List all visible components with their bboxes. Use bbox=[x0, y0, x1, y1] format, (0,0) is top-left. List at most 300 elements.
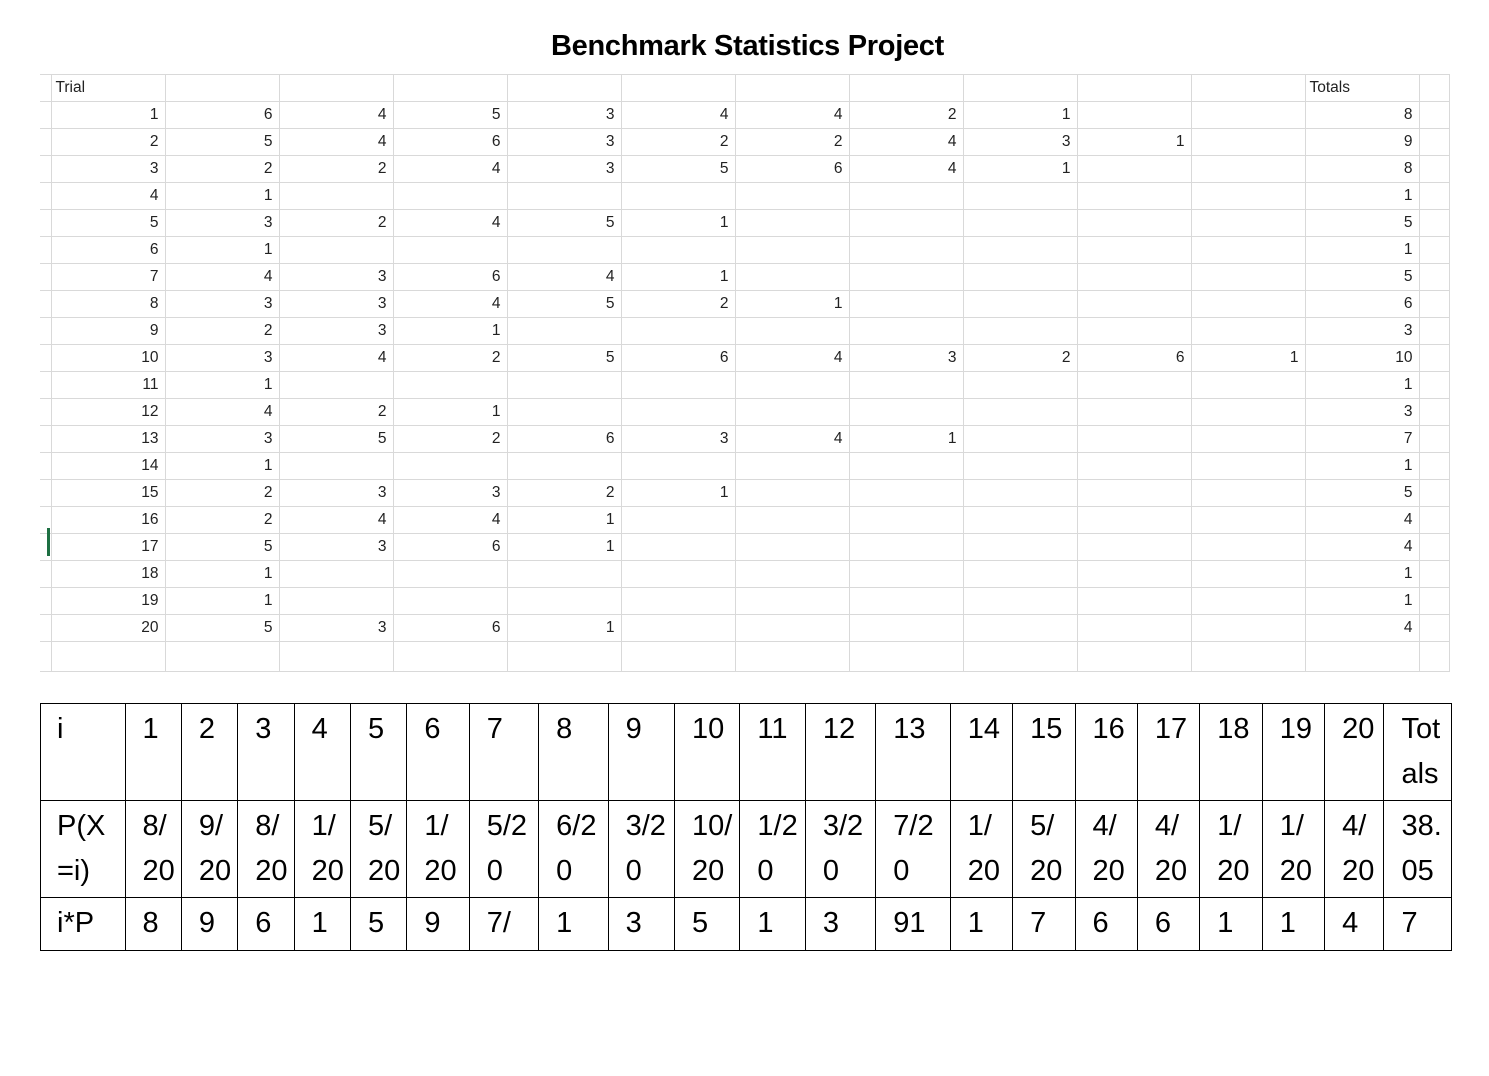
trial-cell: 9 bbox=[51, 318, 165, 345]
total-cell: 1 bbox=[1305, 561, 1419, 588]
roll-cell: 2 bbox=[279, 399, 393, 426]
roll-cell: 4 bbox=[735, 426, 849, 453]
sheet-row-blank bbox=[40, 642, 1449, 672]
roll-cell bbox=[1077, 561, 1191, 588]
trial-cell: 11 bbox=[51, 372, 165, 399]
distribution-cell: 3/20 bbox=[608, 801, 674, 898]
total-cell: 1 bbox=[1305, 453, 1419, 480]
total-cell: 8 bbox=[1305, 156, 1419, 183]
gutter-cell bbox=[40, 399, 51, 426]
sheet-cell bbox=[1419, 480, 1449, 507]
roll-cell bbox=[1191, 534, 1305, 561]
trial-cell: 12 bbox=[51, 399, 165, 426]
gutter-cell bbox=[40, 291, 51, 318]
roll-cell: 3 bbox=[279, 291, 393, 318]
roll-cell: 1 bbox=[165, 372, 279, 399]
roll-cell: 1 bbox=[393, 318, 507, 345]
roll-cell bbox=[507, 561, 621, 588]
gutter-cell bbox=[40, 372, 51, 399]
distribution-cell: 6 bbox=[238, 898, 294, 951]
sheet-cell bbox=[621, 642, 735, 672]
roll-cell: 4 bbox=[735, 102, 849, 129]
roll-cell bbox=[1191, 453, 1305, 480]
total-cell: 4 bbox=[1305, 615, 1419, 642]
roll-cell bbox=[1191, 480, 1305, 507]
roll-cell bbox=[507, 372, 621, 399]
roll-cell bbox=[621, 237, 735, 264]
roll-cell: 5 bbox=[507, 345, 621, 372]
distribution-cell: 8 bbox=[539, 704, 608, 801]
roll-cell bbox=[507, 237, 621, 264]
roll-cell bbox=[393, 561, 507, 588]
sheet-cell bbox=[1419, 102, 1449, 129]
sheet-cell bbox=[1419, 183, 1449, 210]
distribution-cell: Totals bbox=[1384, 704, 1452, 801]
roll-cell: 3 bbox=[279, 615, 393, 642]
roll-cell: 2 bbox=[621, 291, 735, 318]
roll-cell bbox=[1077, 102, 1191, 129]
gutter-cell bbox=[40, 480, 51, 507]
distribution-cell: 1 bbox=[539, 898, 608, 951]
gutter-cell bbox=[40, 156, 51, 183]
roll-cell bbox=[849, 210, 963, 237]
roll-cell bbox=[735, 372, 849, 399]
trial-cell: 10 bbox=[51, 345, 165, 372]
roll-cell: 4 bbox=[393, 507, 507, 534]
roll-cell bbox=[621, 453, 735, 480]
roll-cell bbox=[735, 534, 849, 561]
roll-cell bbox=[1191, 156, 1305, 183]
distribution-cell: 5/20 bbox=[350, 801, 406, 898]
gutter-cell bbox=[40, 102, 51, 129]
roll-cell: 3 bbox=[621, 426, 735, 453]
gutter-cell bbox=[40, 318, 51, 345]
roll-cell bbox=[1077, 237, 1191, 264]
roll-cell: 1 bbox=[1191, 345, 1305, 372]
roll-cell: 5 bbox=[165, 129, 279, 156]
roll-cell bbox=[1077, 156, 1191, 183]
distribution-cell: 1/20 bbox=[1200, 801, 1262, 898]
total-cell: 5 bbox=[1305, 210, 1419, 237]
gutter-cell bbox=[40, 237, 51, 264]
trial-cell: 14 bbox=[51, 453, 165, 480]
roll-cell: 5 bbox=[279, 426, 393, 453]
sheet-cell bbox=[1191, 75, 1305, 102]
roll-cell: 1 bbox=[735, 291, 849, 318]
roll-cell: 5 bbox=[507, 210, 621, 237]
roll-cell: 6 bbox=[1077, 345, 1191, 372]
roll-cell bbox=[1077, 507, 1191, 534]
gutter-cell bbox=[40, 453, 51, 480]
roll-cell: 4 bbox=[393, 210, 507, 237]
roll-cell bbox=[1191, 426, 1305, 453]
roll-cell: 3 bbox=[165, 426, 279, 453]
roll-cell bbox=[507, 183, 621, 210]
distribution-row bbox=[41, 704, 1452, 801]
roll-cell bbox=[849, 615, 963, 642]
distribution-cell: 5/20 bbox=[1013, 801, 1075, 898]
roll-cell bbox=[849, 291, 963, 318]
sheet-cell bbox=[40, 642, 51, 672]
roll-cell bbox=[1191, 129, 1305, 156]
sheet-cell bbox=[507, 642, 621, 672]
roll-cell bbox=[849, 534, 963, 561]
roll-cell bbox=[735, 210, 849, 237]
roll-cell bbox=[279, 372, 393, 399]
trial-cell: 1 bbox=[51, 102, 165, 129]
roll-cell bbox=[963, 318, 1077, 345]
roll-cell: 1 bbox=[849, 426, 963, 453]
sheet-row bbox=[40, 183, 1449, 210]
distribution-cell: 3 bbox=[238, 704, 294, 801]
roll-cell: 3 bbox=[279, 480, 393, 507]
gutter-cell bbox=[40, 345, 51, 372]
trial-cell: 17 bbox=[51, 534, 165, 561]
roll-cell bbox=[849, 264, 963, 291]
roll-cell: 2 bbox=[279, 210, 393, 237]
sheet-cell bbox=[1419, 399, 1449, 426]
spreadsheet-grid bbox=[40, 74, 1450, 672]
roll-cell bbox=[1191, 183, 1305, 210]
roll-cell: 4 bbox=[393, 291, 507, 318]
distribution-cell: 1/20 bbox=[950, 801, 1012, 898]
sheet-cell bbox=[735, 75, 849, 102]
distribution-cell: 1 bbox=[1262, 898, 1324, 951]
roll-cell: 5 bbox=[165, 534, 279, 561]
distribution-cell: 20 bbox=[1325, 704, 1384, 801]
total-cell: 5 bbox=[1305, 480, 1419, 507]
roll-cell: 4 bbox=[279, 507, 393, 534]
roll-cell bbox=[735, 615, 849, 642]
roll-cell bbox=[849, 588, 963, 615]
roll-cell: 2 bbox=[735, 129, 849, 156]
roll-cell bbox=[279, 237, 393, 264]
roll-cell bbox=[507, 453, 621, 480]
sheet-cell bbox=[279, 642, 393, 672]
total-cell: 1 bbox=[1305, 588, 1419, 615]
roll-cell bbox=[1077, 264, 1191, 291]
distribution-cell: 15 bbox=[1013, 704, 1075, 801]
roll-cell bbox=[735, 588, 849, 615]
gutter-cell bbox=[40, 183, 51, 210]
roll-cell bbox=[1077, 372, 1191, 399]
roll-cell: 6 bbox=[165, 102, 279, 129]
sheet-cell bbox=[1419, 75, 1449, 102]
distribution-row bbox=[41, 898, 1452, 951]
sheet-cell bbox=[1419, 237, 1449, 264]
distribution-cell: 1/20 bbox=[1262, 801, 1324, 898]
roll-cell bbox=[963, 534, 1077, 561]
sheet-cell bbox=[1419, 372, 1449, 399]
roll-cell bbox=[735, 399, 849, 426]
roll-cell: 3 bbox=[279, 318, 393, 345]
sheet-cell bbox=[1419, 210, 1449, 237]
roll-cell bbox=[1191, 507, 1305, 534]
row-label-cell: i bbox=[41, 704, 126, 801]
sheet-row bbox=[40, 102, 1449, 129]
trial-cell: 3 bbox=[51, 156, 165, 183]
sheet-cell bbox=[1419, 453, 1449, 480]
roll-cell bbox=[1191, 372, 1305, 399]
roll-cell: 3 bbox=[165, 210, 279, 237]
distribution-cell: 10/20 bbox=[675, 801, 740, 898]
distribution-cell: 38.05 bbox=[1384, 801, 1452, 898]
sheet-cell bbox=[1419, 615, 1449, 642]
distribution-cell: 2 bbox=[181, 704, 237, 801]
sheet-row bbox=[40, 615, 1449, 642]
roll-cell: 3 bbox=[165, 345, 279, 372]
distribution-cell: 9 bbox=[181, 898, 237, 951]
roll-cell: 6 bbox=[621, 345, 735, 372]
roll-cell bbox=[507, 399, 621, 426]
roll-cell: 5 bbox=[621, 156, 735, 183]
distribution-cell: 8/20 bbox=[238, 801, 294, 898]
cell-cursor bbox=[47, 528, 50, 556]
roll-cell: 4 bbox=[849, 129, 963, 156]
roll-cell bbox=[963, 507, 1077, 534]
roll-cell: 2 bbox=[963, 345, 1077, 372]
roll-cell: 1 bbox=[165, 183, 279, 210]
roll-cell bbox=[963, 372, 1077, 399]
roll-cell: 6 bbox=[507, 426, 621, 453]
sheet-cell bbox=[1419, 129, 1449, 156]
roll-cell bbox=[621, 507, 735, 534]
roll-cell bbox=[1077, 399, 1191, 426]
sheet-header-row bbox=[40, 75, 1449, 102]
distribution-cell: 1/20 bbox=[740, 801, 805, 898]
sheet-cell bbox=[507, 75, 621, 102]
roll-cell bbox=[849, 183, 963, 210]
roll-cell: 3 bbox=[507, 102, 621, 129]
roll-cell bbox=[849, 372, 963, 399]
roll-cell bbox=[963, 183, 1077, 210]
sheet-row bbox=[40, 480, 1449, 507]
distribution-cell: 7/20 bbox=[876, 801, 950, 898]
totals-header: Totals bbox=[1305, 75, 1419, 102]
distribution-cell: 6 bbox=[1137, 898, 1199, 951]
distribution-cell: 3 bbox=[805, 898, 875, 951]
roll-cell bbox=[621, 318, 735, 345]
roll-cell: 6 bbox=[393, 129, 507, 156]
roll-cell: 5 bbox=[165, 615, 279, 642]
roll-cell: 2 bbox=[165, 318, 279, 345]
distribution-cell: 1 bbox=[740, 898, 805, 951]
roll-cell bbox=[1077, 210, 1191, 237]
roll-cell bbox=[963, 264, 1077, 291]
roll-cell: 4 bbox=[279, 345, 393, 372]
distribution-cell: 19 bbox=[1262, 704, 1324, 801]
roll-cell bbox=[963, 615, 1077, 642]
roll-cell: 4 bbox=[507, 264, 621, 291]
distribution-cell: 4 bbox=[294, 704, 350, 801]
sheet-row bbox=[40, 156, 1449, 183]
roll-cell bbox=[621, 372, 735, 399]
roll-cell: 1 bbox=[165, 453, 279, 480]
distribution-cell: 1 bbox=[1200, 898, 1262, 951]
roll-cell bbox=[621, 399, 735, 426]
roll-cell bbox=[849, 237, 963, 264]
distribution-cell: 9 bbox=[407, 898, 469, 951]
distribution-cell: 5 bbox=[350, 898, 406, 951]
gutter-cell bbox=[40, 615, 51, 642]
trial-cell: 5 bbox=[51, 210, 165, 237]
roll-cell: 4 bbox=[735, 345, 849, 372]
total-cell: 3 bbox=[1305, 399, 1419, 426]
roll-cell bbox=[963, 426, 1077, 453]
roll-cell bbox=[1077, 426, 1191, 453]
distribution-cell: 9/20 bbox=[181, 801, 237, 898]
trial-cell: 4 bbox=[51, 183, 165, 210]
roll-cell: 4 bbox=[279, 102, 393, 129]
roll-cell: 1 bbox=[507, 534, 621, 561]
roll-cell bbox=[621, 534, 735, 561]
roll-cell bbox=[1077, 453, 1191, 480]
roll-cell: 1 bbox=[963, 102, 1077, 129]
roll-cell bbox=[963, 453, 1077, 480]
roll-cell: 1 bbox=[165, 237, 279, 264]
roll-cell: 4 bbox=[165, 264, 279, 291]
sheet-row bbox=[40, 372, 1449, 399]
roll-cell bbox=[735, 453, 849, 480]
roll-cell bbox=[963, 480, 1077, 507]
total-cell: 1 bbox=[1305, 183, 1419, 210]
sheet-row bbox=[40, 129, 1449, 156]
roll-cell: 3 bbox=[963, 129, 1077, 156]
sheet-cell bbox=[621, 75, 735, 102]
roll-cell bbox=[1077, 534, 1191, 561]
roll-cell bbox=[735, 183, 849, 210]
total-cell: 8 bbox=[1305, 102, 1419, 129]
roll-cell bbox=[963, 561, 1077, 588]
roll-cell bbox=[735, 561, 849, 588]
roll-cell: 4 bbox=[621, 102, 735, 129]
roll-cell: 4 bbox=[849, 156, 963, 183]
distribution-cell: 1 bbox=[294, 898, 350, 951]
roll-cell: 6 bbox=[735, 156, 849, 183]
roll-cell bbox=[621, 615, 735, 642]
roll-cell bbox=[1191, 561, 1305, 588]
roll-cell bbox=[1077, 615, 1191, 642]
sheet-row bbox=[40, 345, 1449, 372]
distribution-cell: 4/20 bbox=[1137, 801, 1199, 898]
trial-cell: 13 bbox=[51, 426, 165, 453]
roll-cell bbox=[621, 561, 735, 588]
sheet-cell bbox=[963, 642, 1077, 672]
roll-cell: 6 bbox=[393, 534, 507, 561]
roll-cell bbox=[1191, 588, 1305, 615]
roll-cell bbox=[963, 237, 1077, 264]
roll-cell bbox=[279, 453, 393, 480]
distribution-cell: 1/20 bbox=[407, 801, 469, 898]
total-cell: 5 bbox=[1305, 264, 1419, 291]
distribution-cell: 8/20 bbox=[125, 801, 181, 898]
roll-cell bbox=[1191, 291, 1305, 318]
roll-cell bbox=[507, 318, 621, 345]
roll-cell: 1 bbox=[621, 210, 735, 237]
roll-cell: 6 bbox=[393, 264, 507, 291]
distribution-cell: 4/20 bbox=[1325, 801, 1384, 898]
roll-cell bbox=[849, 318, 963, 345]
total-cell: 10 bbox=[1305, 345, 1419, 372]
roll-cell bbox=[1191, 318, 1305, 345]
roll-cell: 6 bbox=[393, 615, 507, 642]
sheet-row bbox=[40, 561, 1449, 588]
total-cell: 7 bbox=[1305, 426, 1419, 453]
total-cell: 1 bbox=[1305, 237, 1419, 264]
roll-cell: 1 bbox=[165, 561, 279, 588]
sheet-cell bbox=[279, 75, 393, 102]
roll-cell: 5 bbox=[393, 102, 507, 129]
roll-cell bbox=[1191, 615, 1305, 642]
sheet-cell bbox=[1077, 75, 1191, 102]
row-label-cell: P(X=i) bbox=[41, 801, 126, 898]
distribution-cell: 1/20 bbox=[294, 801, 350, 898]
page-title: Benchmark Statistics Project bbox=[551, 30, 944, 62]
roll-cell: 2 bbox=[279, 156, 393, 183]
sheet-row bbox=[40, 507, 1449, 534]
distribution-cell: 4 bbox=[1325, 898, 1384, 951]
roll-cell: 2 bbox=[393, 426, 507, 453]
roll-cell bbox=[279, 588, 393, 615]
sheet-cell bbox=[165, 75, 279, 102]
sheet-cell bbox=[849, 642, 963, 672]
sheet-cell bbox=[963, 75, 1077, 102]
sheet-row bbox=[40, 399, 1449, 426]
trial-cell: 15 bbox=[51, 480, 165, 507]
sheet-cell bbox=[1077, 642, 1191, 672]
gutter-cell bbox=[40, 75, 51, 102]
sheet-cell bbox=[849, 75, 963, 102]
sheet-cell bbox=[1419, 156, 1449, 183]
trial-cell: 19 bbox=[51, 588, 165, 615]
roll-cell bbox=[735, 318, 849, 345]
distribution-cell: 91 bbox=[876, 898, 950, 951]
roll-cell bbox=[1191, 102, 1305, 129]
distribution-cell: 1 bbox=[950, 898, 1012, 951]
roll-cell bbox=[735, 237, 849, 264]
distribution-cell: 5 bbox=[675, 898, 740, 951]
roll-cell bbox=[1077, 480, 1191, 507]
gutter-cell bbox=[40, 210, 51, 237]
trial-cell: 6 bbox=[51, 237, 165, 264]
roll-cell bbox=[393, 183, 507, 210]
distribution-cell: 3/20 bbox=[805, 801, 875, 898]
distribution-cell: 7/ bbox=[469, 898, 538, 951]
roll-cell: 3 bbox=[507, 156, 621, 183]
roll-cell: 5 bbox=[507, 291, 621, 318]
gutter-cell bbox=[40, 129, 51, 156]
roll-cell: 1 bbox=[165, 588, 279, 615]
distribution-cell: 7 bbox=[1013, 898, 1075, 951]
distribution-cell: 5/20 bbox=[469, 801, 538, 898]
roll-cell bbox=[507, 588, 621, 615]
gutter-cell bbox=[40, 588, 51, 615]
distribution-cell: 7 bbox=[1384, 898, 1452, 951]
distribution-cell: 6/20 bbox=[539, 801, 608, 898]
total-cell: 9 bbox=[1305, 129, 1419, 156]
distribution-cell: 11 bbox=[740, 704, 805, 801]
roll-cell: 2 bbox=[165, 507, 279, 534]
roll-cell bbox=[849, 399, 963, 426]
sheet-cell bbox=[1191, 642, 1305, 672]
roll-cell bbox=[849, 561, 963, 588]
distribution-cell: 16 bbox=[1075, 704, 1137, 801]
roll-cell: 3 bbox=[849, 345, 963, 372]
row-label-cell: i*P bbox=[41, 898, 126, 951]
trial-cell: 7 bbox=[51, 264, 165, 291]
trial-cell: 16 bbox=[51, 507, 165, 534]
roll-cell: 2 bbox=[621, 129, 735, 156]
